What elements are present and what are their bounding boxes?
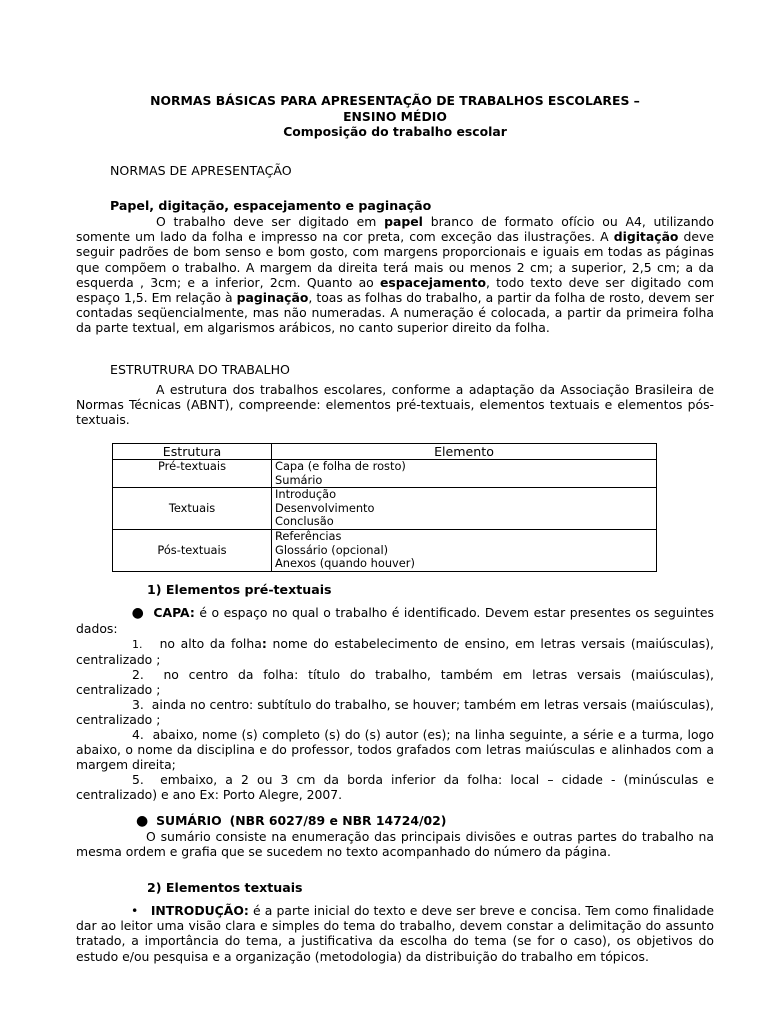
estrutura-intro-text: A estrutura dos trabalhos escolares, conforme a adaptação da Associação Brasileira de Normas Técnicas (ABNT), compreende: elementos pré-textuais, elementos textuais e elementos pós-textuais. [76, 382, 714, 428]
title-line-1: NORMAS BÁSICAS PARA APRESENTAÇÃO DE TRABALHOS ESCOLARES – [150, 93, 640, 108]
keyword-papel: papel [384, 214, 423, 229]
list-number: 3. [132, 697, 144, 712]
bullet-icon: ● [131, 605, 145, 621]
paragraph-normas [76, 214, 714, 336]
capa-item-4 [76, 727, 714, 773]
table-cell-item: Desenvolvimento [275, 500, 375, 515]
table-cell-item: Capa (e folha de rosto) [275, 459, 406, 473]
text-segment: branco de formato ofício ou A4, utilizando somente um lado da folha e impresso na cor preta, com exceção das ilustrações. A [76, 214, 714, 245]
table-cell-item: Referências [275, 528, 342, 543]
table-cell-item: Anexos (quando houver) [275, 556, 415, 571]
table-cell-item: Conclusão [275, 514, 334, 529]
table-cell-item: Glossário (opcional) [275, 542, 389, 557]
item-text: abaixo, nome (s) completo (s) do (s) autor (es); na linha seguinte, a série e a turma, logo abaixo, o nome da disciplina e do professor, todos grafados com letras maiúsculas e alinhados com a margem direita; [76, 727, 714, 773]
text-segment: , toas as folhas do trabalho, a partir da folha de rosto, devem ser contadas seqüencialmente, mas não numeradas. A numeração é colocada, a partir da primeira folha da parte textual, em algarismos arábicos, no canto superior direito da folha. [76, 290, 714, 336]
capa-item-1 [76, 636, 714, 667]
table-cell-elementos [272, 529, 657, 571]
introducao-paragraph [76, 903, 714, 964]
table-cell-elementos [272, 488, 657, 530]
section-heading-normas: NORMAS DE APRESENTAÇÃO [110, 163, 292, 178]
capa-item-3 [76, 697, 714, 727]
paragraph-estrutura [76, 382, 714, 428]
table-cell-estrutura: Pré-textuais [113, 460, 272, 488]
capa-item-2 [76, 667, 714, 697]
sumario-ref: (NBR 6027/89 e NBR 14724/02) [229, 813, 447, 828]
structure-table [112, 443, 657, 572]
capa-block [76, 605, 714, 636]
table-cell-item: Sumário [275, 472, 323, 487]
section-heading-estrutura: ESTRUTRURA DO TRABALHO [110, 362, 290, 377]
keyword-espacejamento: espacejamento [380, 274, 486, 290]
table-cell-elementos [272, 460, 657, 488]
sumario-paragraph [76, 829, 714, 859]
document-title [76, 93, 714, 140]
keyword-digitacao: digitação [613, 229, 679, 245]
title-line-2: ENSINO MÉDIO [343, 108, 447, 124]
keyword-paginacao: paginação [236, 290, 309, 306]
table-header-row [113, 444, 657, 460]
table-header-elemento: Elemento [272, 444, 657, 460]
section-heading-pretextuais: 1) Elementos pré-textuais [147, 582, 332, 597]
table-row [113, 488, 657, 530]
section-heading-textuais: 2) Elementos textuais [147, 880, 303, 895]
introducao-text: é a parte inicial do texto e deve ser breve e concisa. Tem como finalidade dar ao leitor uma visão clara e simples do tema do trabalho, devem constar a delimitação do assunto tratado, a importância do tema, a justificativa da escolha do tema (se for o caso), os objetivos do estudo e/ou pesquisa e a organização (metodologia) da distribuição do trabalho em tópicos. [76, 903, 714, 964]
sumario-heading [76, 813, 714, 829]
text-segment: , todo texto deve ser digitado com espaço 1,5. Em relação à [76, 274, 714, 306]
sumario-label: SUMÁRIO [156, 813, 222, 828]
list-number: 5. [132, 772, 144, 787]
introducao-label: INTRODUÇÃO: [150, 903, 249, 918]
item-text: embaixo, a 2 ou 3 cm da borda inferior da folha: local – cidade - (minúsculas e centralizado) e ano Ex: Porto Alegre, 2007. [76, 772, 714, 803]
item-lead: no alto da folha [159, 636, 262, 651]
table-row [113, 460, 657, 488]
subheading-papel: Papel, digitação, espacejamento e paginação [110, 198, 432, 213]
title-line-3: Composição do trabalho escolar [283, 124, 507, 139]
capa-label: CAPA: [153, 605, 195, 620]
list-number: 1. [132, 638, 143, 651]
table-row [113, 529, 657, 571]
text-segment: deve seguir padrões de bom senso e bom gosto, com margens proporcionais e iguais em todas as páginas que compõem o trabalho. A margem da direita terá mais ou menos 2 cm; a superior, 2,5 cm; a da esquerda , 3cm; e a inferior, 2cm. Quanto ao [76, 229, 714, 290]
table-cell-estrutura: Textuais [113, 488, 272, 530]
text-segment: O trabalho deve ser digitado em [156, 214, 385, 229]
capa-text: é o espaço no qual o trabalho é identificado. Devem estar presentes os seguintes dados: [76, 605, 714, 637]
bullet-icon: • [131, 903, 139, 918]
capa-item-5 [76, 772, 714, 802]
item-text: ainda no centro: subtítulo do trabalho, se houver; também em letras versais (maiúsculas), centralizado ; [76, 697, 714, 728]
table-cell-estrutura: Pós-textuais [113, 529, 272, 571]
sumario-text: O sumário consiste na enumeração das principais divisões e outras partes do trabalho na mesma ordem e grafia que se sucedem no texto acompanhado do número da página. [76, 829, 714, 860]
item-text: nome do estabelecimento de ensino, em letras versais (maiúsculas), centralizado ; [76, 636, 714, 668]
table-cell-item: Introdução [275, 487, 337, 502]
item-colon: : [261, 636, 267, 651]
list-number: 4. [132, 727, 144, 742]
item-text: no centro da folha: título do trabalho, também em letras versais (maiúsculas), centralizado ; [76, 667, 714, 698]
bullet-icon: ● [136, 813, 149, 829]
table-header-estrutura: Estrutura [113, 444, 272, 460]
list-number: 2. [132, 667, 144, 682]
